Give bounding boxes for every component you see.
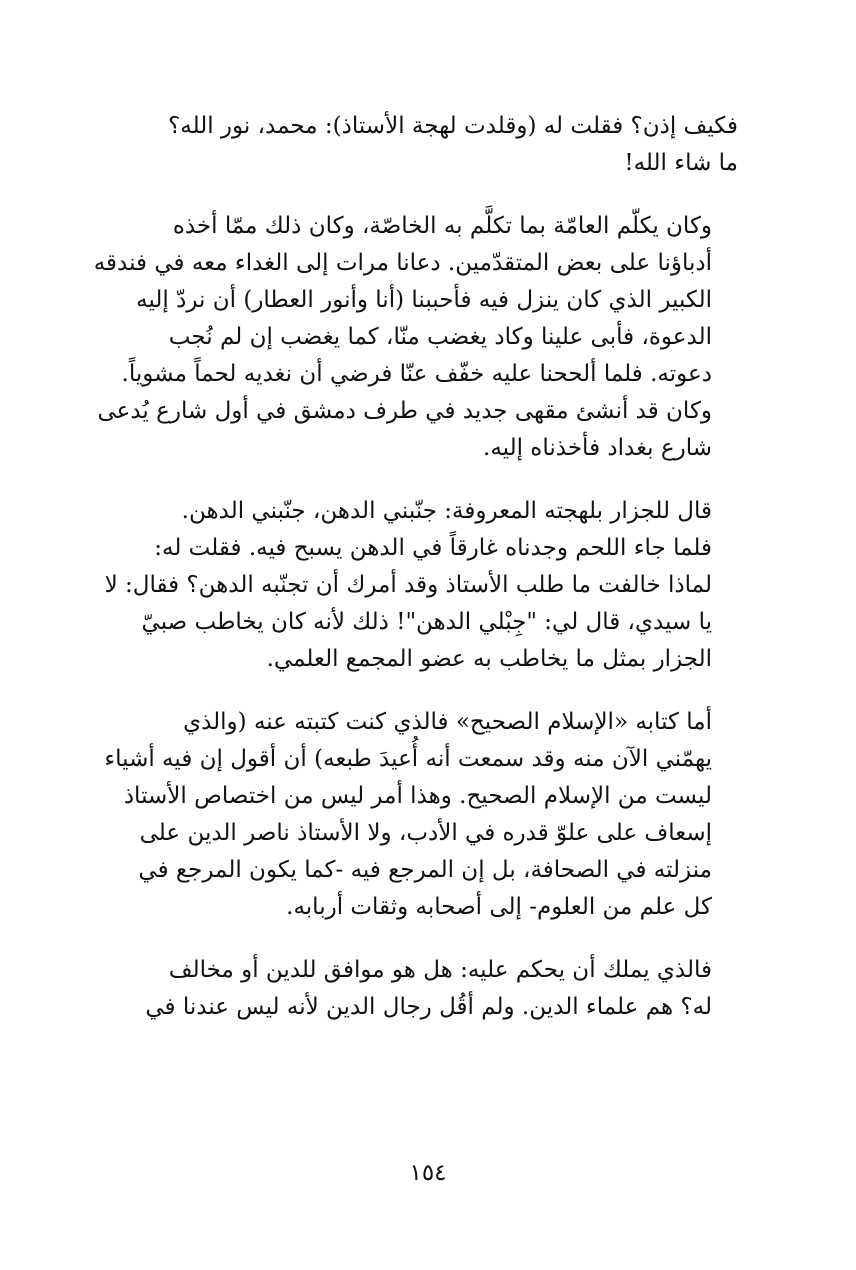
text-line: ما شاء الله! <box>624 150 738 176</box>
page-number: ١٥٤ <box>409 1160 447 1186</box>
text-line: فالذي يملك أن يحكم عليه: هل هو موافق للدين أو مخالف <box>168 957 712 983</box>
text-line: ليست من الإسلام الصحيح. وهذا أمر ليس من اختصاص الأستاذ <box>123 783 712 809</box>
text-line: دعوته. فلما ألححنا عليه خفّف عنّا فرضي أن نغديه لحماً مشوياً. <box>121 361 712 387</box>
text-line: فلما جاء اللحم وجدناه غارقاً في الدهن يسبح فيه. فقلت له: <box>154 535 712 561</box>
text-line: إسعاف على علوّ قدره في الأدب، ولا الأستاذ ناصر الدين على <box>139 820 712 846</box>
text-line: وكان قد أنشئ مقهى جديد في طرف دمشق في أول شارع يُدعى <box>97 398 712 424</box>
text-line: أما كتابه «الإسلام الصحيح» فالذي كنت كتبته عنه (والذي <box>183 709 712 735</box>
text-line: فكيف إذن؟ فقلت له (وقلدت لهجة الأستاذ): محمد، نور الله؟ <box>168 113 738 139</box>
text-line: أدباؤنا على بعض المتقدّمين. دعانا مرات إلى الغداء معه في فندقه <box>93 250 712 276</box>
text-line: لماذا خالفت ما طلب الأستاذ وقد أمرك أن تجنّبه الدهن؟ فقال: لا <box>104 572 712 598</box>
text-line: الجزار بمثل ما يخاطب به عضو المجمع العلمي. <box>266 646 712 672</box>
paragraph-1 <box>118 108 738 182</box>
paragraph-5 <box>118 952 738 1026</box>
text-line: وكان يكلّم العامّة بما تكلَّم به الخاصّة، وكان ذلك ممّا أخذه <box>172 213 712 239</box>
text-line: يهمّني الآن منه وقد سمعت أنه أُعيدَ طبعه) أن أقول إن فيه أشياء <box>104 746 712 772</box>
text-line: الدعوة، فأبى علينا وكاد يغضب منّا، كما يغضب إن لم نُجب <box>168 324 712 350</box>
book-page <box>93 108 738 1052</box>
paragraph-2 <box>93 208 738 467</box>
text-line: له؟ هم علماء الدين. ولم أقُل رجال الدين لأنه ليس عندنا في <box>145 994 712 1020</box>
text-line: قال للجزار بلهجته المعروفة: جنّبني الدهن، جنّبني الدهن. <box>181 498 712 524</box>
text-line: الكبير الذي كان ينزل فيه فأحببنا (أنا وأنور العطار) أن نردّ إليه <box>136 287 712 313</box>
paragraph-4 <box>104 704 738 926</box>
text-line: يا سيدي، قال لي: "جِبْلي الدهن"! ذلك لأنه كان يخاطب صبيّ <box>141 609 712 635</box>
paragraph-3 <box>104 493 738 678</box>
text-line: كل علم من العلوم- إلى أصحابه وثقات أربابه. <box>286 894 712 920</box>
text-line: شارع بغداد فأخذناه إليه. <box>483 435 712 461</box>
text-line: منزلته في الصحافة، بل إن المرجع فيه -كما يكون المرجع في <box>138 857 712 883</box>
